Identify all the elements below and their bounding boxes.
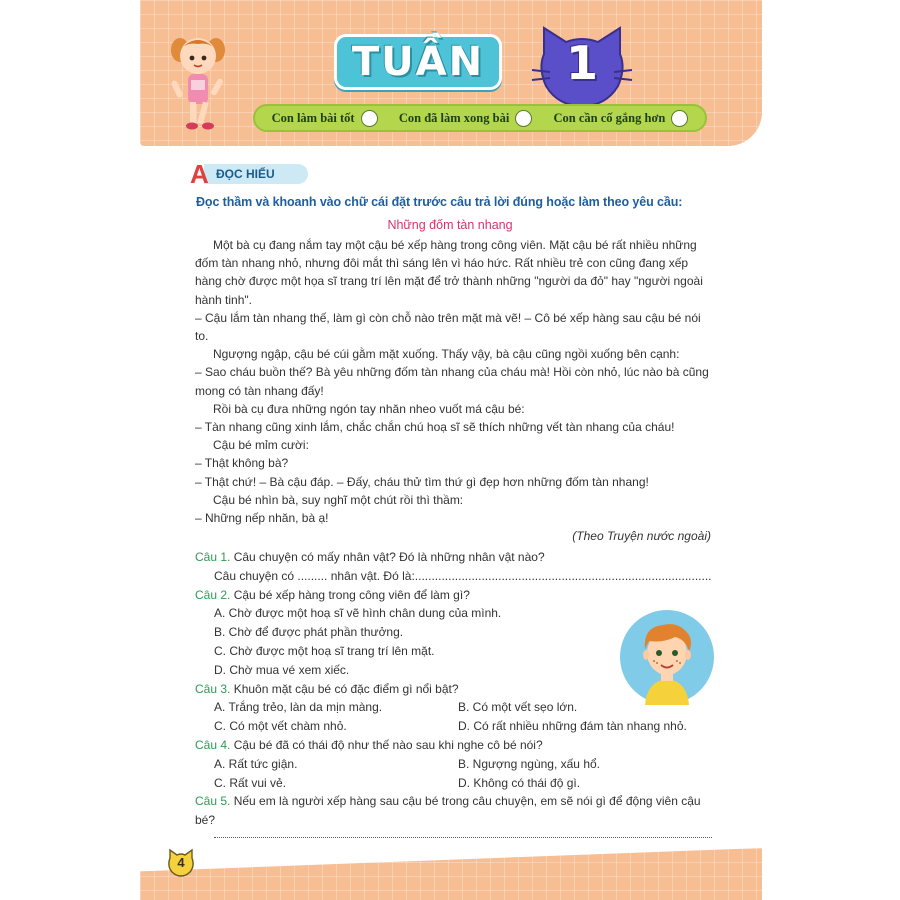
rating-good[interactable] <box>272 110 378 127</box>
rating-label: Con cần cố gắng hơn <box>553 110 666 125</box>
answer-row <box>195 755 715 774</box>
rating-checkbox[interactable] <box>671 110 688 127</box>
story-paragraph: – Cậu lắm tàn nhang thế, làm gì còn chỗ nào trên mặt mà vẽ! – Cô bé xếp hàng sau cậu bé nói to. <box>195 310 701 344</box>
answer-option[interactable]: C. Rất vui vẻ. <box>214 775 287 790</box>
story-paragraph: – Thật không bà? <box>195 456 289 471</box>
boy-illustration <box>619 609 715 705</box>
rating-label: Con đã làm xong bài <box>398 110 510 125</box>
question-text: Cậu bé đã có thái độ như thế nào sau khi nghe cô bé nói? <box>233 737 543 752</box>
answer-option[interactable]: A. Chờ được một hoạ sĩ vẽ hình chân dung của mình. <box>214 606 502 621</box>
answer-row <box>195 774 715 793</box>
story-paragraph: Rồi bà cụ đưa những ngón tay nhăn nheo vuốt má cậu bé: <box>213 401 525 416</box>
story-title: Những đốm tàn nhang <box>387 218 513 232</box>
question-text: Khuôn mặt cậu bé có đặc điểm gì nổi bật? <box>233 681 459 696</box>
footer-band <box>140 848 762 900</box>
question-1 <box>195 548 715 567</box>
story-body <box>195 236 715 545</box>
question-2 <box>195 586 715 605</box>
story-paragraph: – Thật chứ! – Bà cậu đáp. – Đấy, cháu thử tìm thứ gì đẹp hơn những đốm tàn nhang! <box>195 474 649 489</box>
self-rating-bar <box>253 104 707 132</box>
rating-label: Con làm bài tốt <box>271 110 355 125</box>
answer-option[interactable]: A. Trắng trẻo, làn da mịn màng. <box>214 700 383 715</box>
answer-option[interactable]: C. Chờ được một hoạ sĩ trang trí lên mặt. <box>214 643 435 658</box>
question-text: Câu chuyện có mấy nhân vật? Đó là những nhân vật nào? <box>233 550 545 564</box>
answer-option[interactable]: D. Chờ mua vé xem xiếc. <box>214 662 350 677</box>
answer-option[interactable]: A. Rất tức giận. <box>214 756 298 771</box>
story-paragraph: – Những nếp nhăn, bà ạ! <box>195 511 329 526</box>
question-label: Câu 5. <box>195 794 231 809</box>
answer-fill-line[interactable]: Câu chuyện có ......... nhân vật. Đó là:......................................................................................... <box>214 568 712 583</box>
answer-option[interactable]: D. Không có thái độ gì. <box>458 775 581 790</box>
week-title-box <box>334 34 502 90</box>
girl-illustration <box>166 28 230 134</box>
story-paragraph: – Sao cháu buồn thế? Bà yêu những đốm tàn nhang của cháu mà! Hồi còn nhỏ, lúc nào bà cũng mong có tàn nhang đấy! <box>195 365 709 398</box>
question-label: Câu 1. <box>195 550 231 564</box>
answer-row <box>195 717 715 736</box>
rating-try-harder[interactable] <box>554 110 689 127</box>
rating-checkbox[interactable] <box>361 110 378 127</box>
rating-done[interactable] <box>399 110 532 127</box>
story-paragraph: Cậu bé mỉm cười: <box>213 438 309 453</box>
answer-option[interactable]: D. Có rất nhiều những đám tàn nhang nhỏ. <box>458 719 687 734</box>
answer-option[interactable]: B. Chờ để được phát phần thưởng. <box>214 625 404 640</box>
answer-option[interactable]: B. Có một vết sẹo lớn. <box>458 700 578 715</box>
week-number: 1 <box>565 36 598 90</box>
story-paragraph: Một bà cụ đang nắm tay một cậu bé xếp hàng trong công viên. Mặt cậu bé rất nhiều những đốm tàn nhang nhỏ, nhưng đôi mắt thì sáng lên vì háo hức. Rất nhiều trẻ con cũng đang xếp hàng chờ được một họa sĩ trang trí lên mặt để trở thành những "người da đỏ" hay "người ngoài hành tinh". <box>195 238 703 307</box>
instruction-text: Đọc thầm và khoanh vào chữ cái đặt trước câu trả lời đúng hoặc làm theo yêu cầu: <box>196 195 683 209</box>
question-5 <box>195 792 715 830</box>
answer-option[interactable]: C. Có một vết chàm nhỏ. <box>214 719 347 734</box>
question-label: Câu 2. <box>195 587 231 602</box>
question-label: Câu 4. <box>195 737 231 752</box>
answer-option[interactable]: B. Ngượng ngùng, xấu hổ. <box>458 756 600 771</box>
story-paragraph: Ngượng ngập, cậu bé cúi gằm mặt xuống. Thấy vậy, bà cậu cũng ngồi xuống bên cạnh: <box>213 347 680 362</box>
question-text: Nếu em là người xếp hàng sau cậu bé trong câu chuyện, em sẽ nói gì để động viên cậu bé? <box>195 794 701 828</box>
page-number: 4 <box>177 855 185 870</box>
rating-checkbox[interactable] <box>515 110 532 127</box>
section-title: ĐỌC HIỂU <box>204 164 308 184</box>
story-paragraph: – Tàn nhang cũng xinh lắm, chắc chắn chú hoạ sĩ sẽ thích những vết tàn nhang của cháu! <box>195 420 675 435</box>
section-letter: A <box>190 159 209 189</box>
answer-dotted-line[interactable] <box>214 836 712 838</box>
question-label: Câu 3. <box>195 681 231 696</box>
story-paragraph: Cậu bé nhìn bà, suy nghĩ một chút rồi thì thầm: <box>213 492 464 507</box>
story-source: (Theo Truyện nước ngoài) <box>572 529 711 544</box>
question-text: Cậu bé xếp hàng trong công viên để làm gì? <box>233 587 470 602</box>
week-word: TUẦN <box>351 39 485 85</box>
question-4 <box>195 736 715 755</box>
